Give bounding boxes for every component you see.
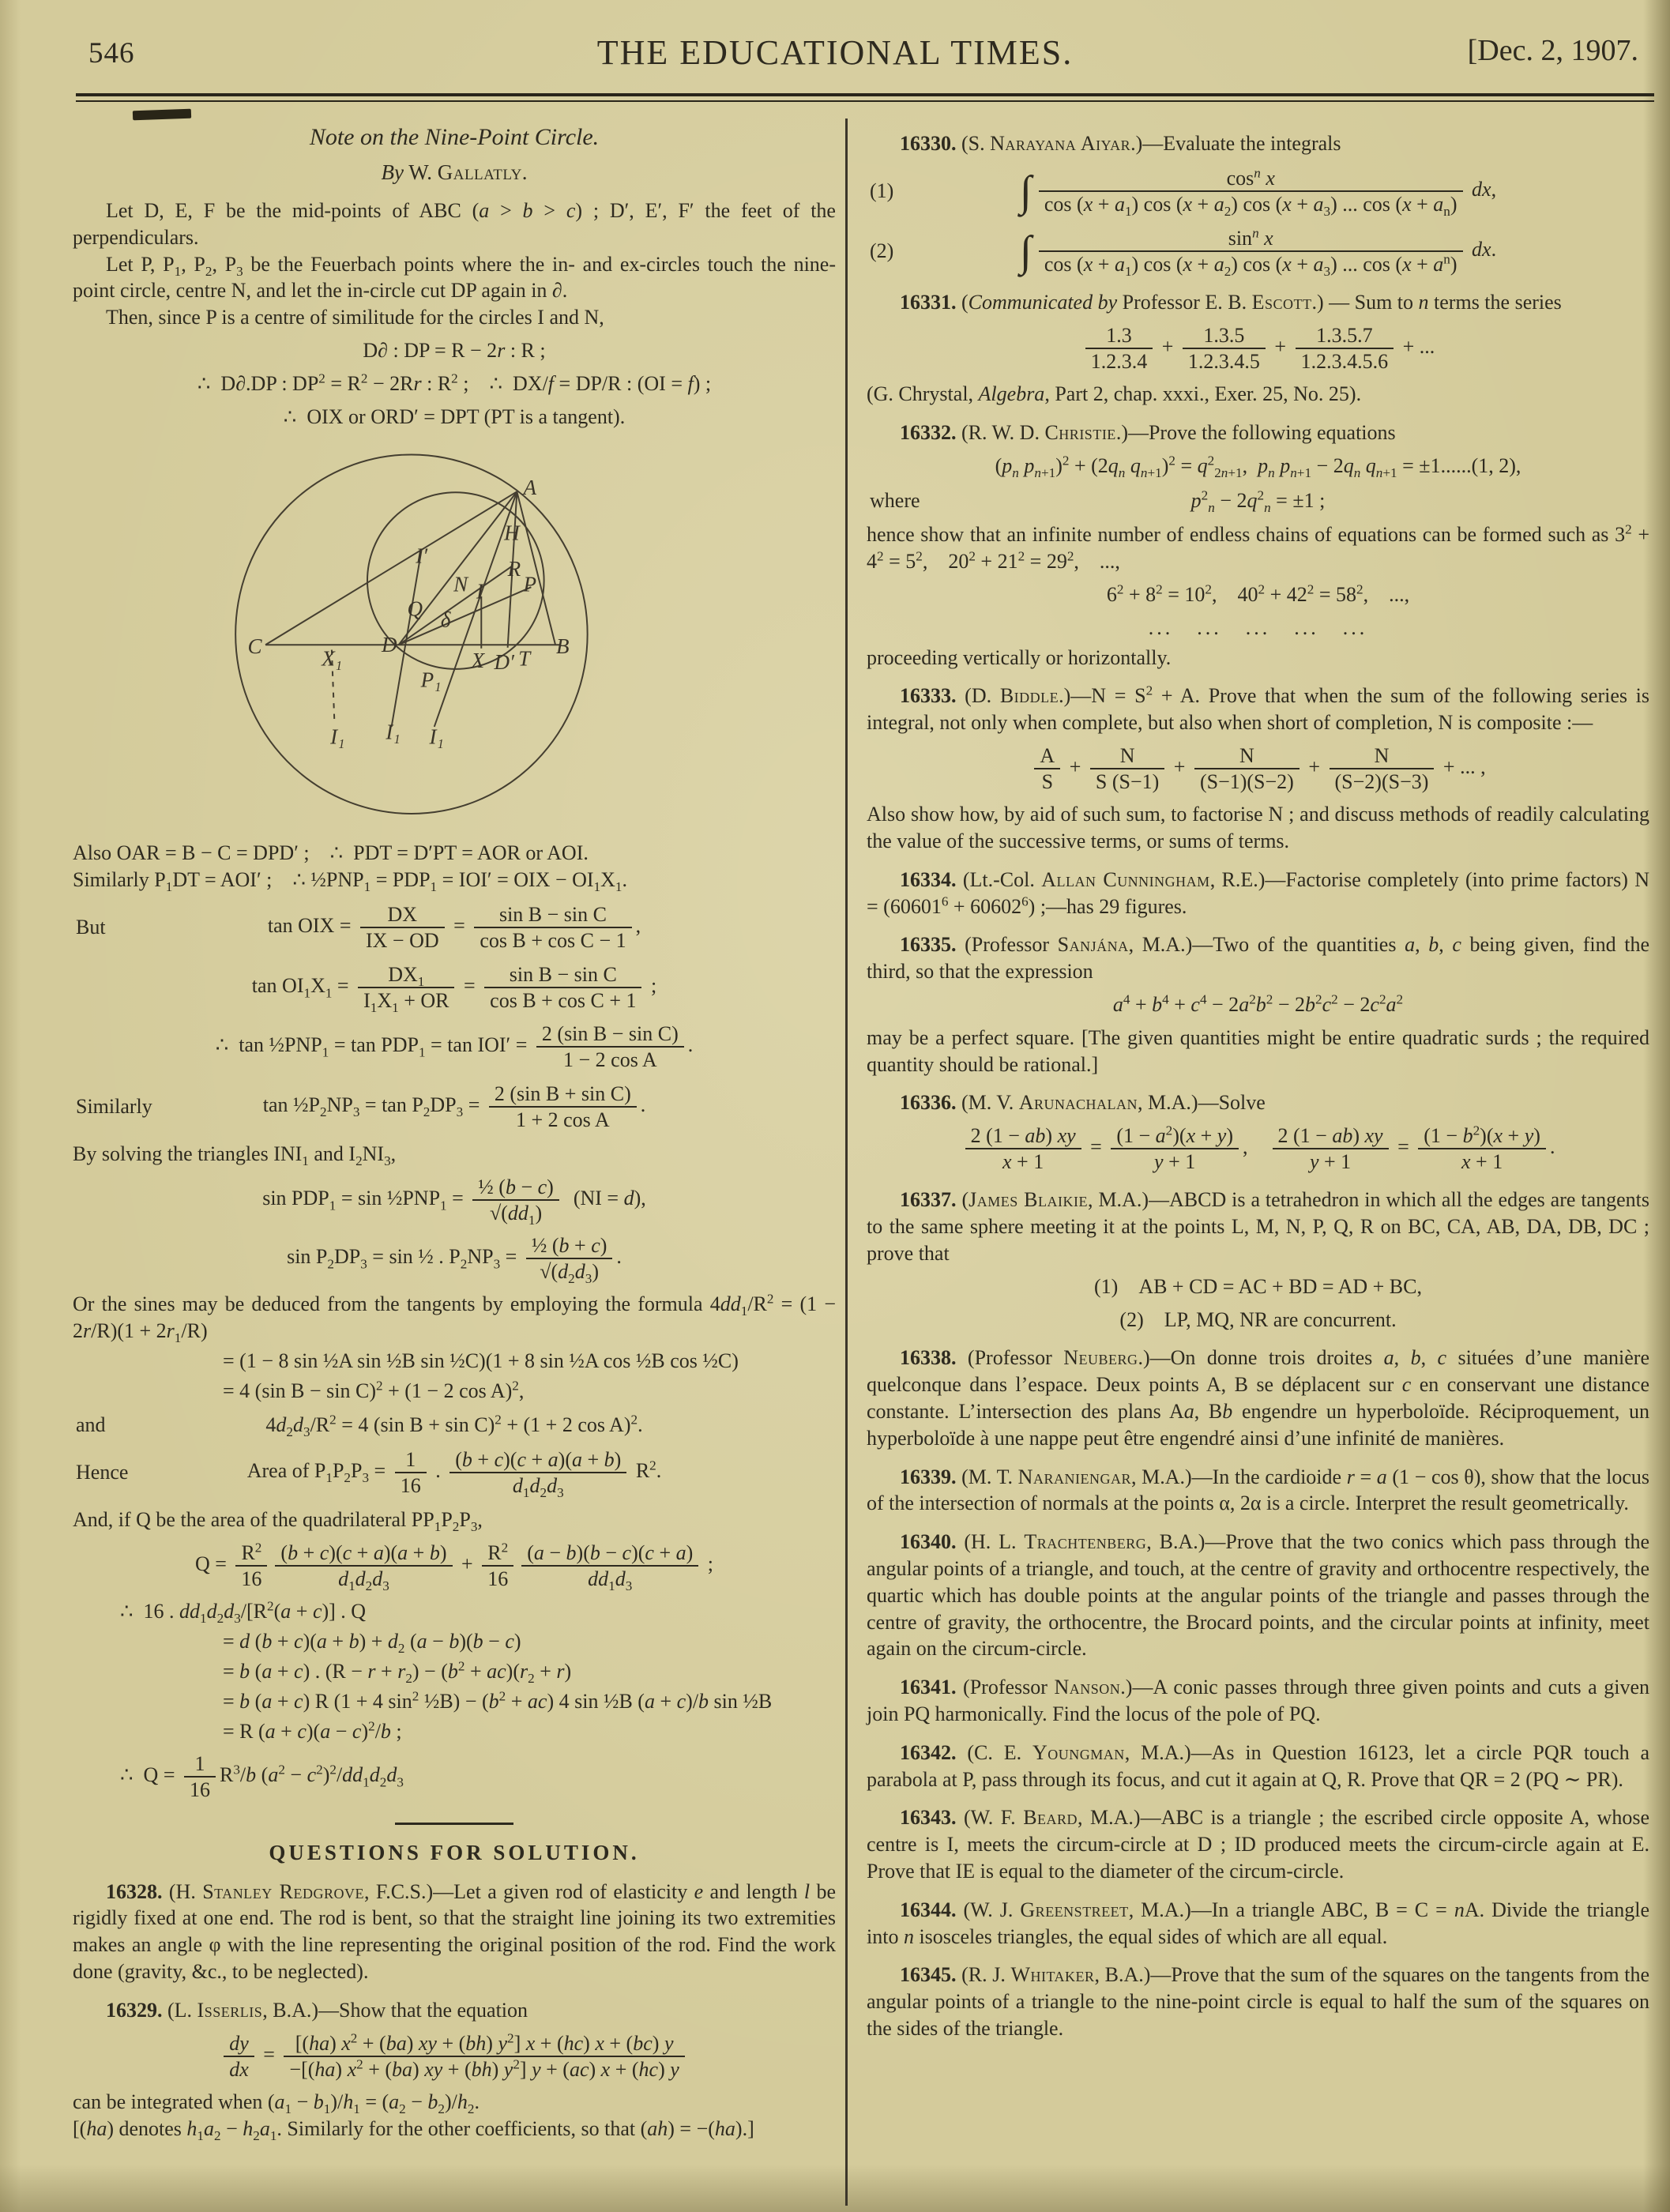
question-16339: 16339. (M. T. Naraniengar, M.A.)—In the cardioide r = a (1 − cos θ), show that the locus of the intersection of normals at the points α, 2α is a circle. Interpret the result geometrically. bbox=[867, 1465, 1649, 1515]
section-divider bbox=[395, 1823, 513, 1825]
equation-label: where bbox=[870, 488, 920, 512]
display-equation: D∂ : DP = R − 2r : R ; bbox=[363, 339, 546, 363]
display-equation: = 4 (sin B − sin C)$^2$ + (1 − 2 cos A)$^2$, bbox=[223, 1377, 525, 1402]
article-paragraph: Also OAR = B − C = DPD′ ; ∴ PDT = D′PT = AOR or AOI. bbox=[73, 841, 589, 865]
question-16334: 16334. (Lt.-Col. Allan Cunningham, R.E.)—Factorise completely (into prime factors) $N = (60601^6 + 60602^6)$ ;—has 29 figures. bbox=[867, 867, 1649, 918]
question-16341: 16341. (Professor Nanson.)—A conic passes through three given points and cuts a given join PQ harmonically. Find the locus of the pole of PQ. bbox=[867, 1676, 1649, 1725]
display-equation: $\frac{A}{S}$ + $\frac{N}{S (S-1)}$ + $\frac{N}{(S-1)(S-2)}$ + $\frac{N}{(S-2)(S-3)}$ + ... , bbox=[867, 743, 1649, 795]
display-equation: ... ... ... ... ... bbox=[1148, 615, 1368, 639]
display-equation: (1) AB + CD = AC + BD = AD + BC, bbox=[1094, 1274, 1422, 1298]
display-equation: Hence Area of $P_1P_2P_3$ = $\frac{1}{16}$ . $\frac{(b + c)(c + a)(a + b)}{d_1d_2d_3}$ $R^2$. bbox=[76, 1448, 662, 1501]
display-equation: = d $(b + c)(a + b) + d_2$ (a − b)(b − c) bbox=[223, 1630, 521, 1657]
figure-lines bbox=[235, 455, 587, 814]
article-paragraph: Or the sines may be deduced from the tangents by employing the formula $4dd_1/R^2 = (1 - 2r/R)(1 + 2r_1/R)$ bbox=[73, 1291, 837, 1346]
question-16343: 16343. (W. F. Beard, M.A.)—ABC is a triangle ; the escribed circle opposite A, whose centre is I, meets the circum-circle at D ; ID produced meets the circum-circle again at E. Prove that IE is equal to the diameter of the circum-circle. bbox=[867, 1806, 1649, 1883]
question-16336: 16336. (M. V. Arunachalan, M.A.)—Solve bbox=[900, 1091, 1266, 1115]
display-equation: = (1 − 8 sin ½A sin ½B sin ½C)(1 + 8 sin ½A cos ½B cos ½C) bbox=[223, 1349, 739, 1372]
display-equation: $a^4 + b^4 + c^4 - 2a^2b^2 - 2b^2c^2 - 2c^2a^2$ bbox=[1112, 991, 1404, 1017]
article-paragraph: Also show how, by aid of such sum, to factorise N ; and discuss methods of readily calculating the value of the successive terms, or sums of terms. bbox=[867, 803, 1649, 853]
article-paragraph: proceeding vertically or horizontally. bbox=[867, 645, 1172, 669]
display-equation: Q = $\frac{R^2}{16}$ $\frac{(b + c)(c + a)(a + b)}{d_1d_2d_3}$ + $\frac{R^2}{16}$ $\frac{(a - b)(b - c)(c + a)}{dd_1d_3}$ ; bbox=[194, 1540, 714, 1594]
header-rule bbox=[76, 93, 1654, 102]
figure-label: X bbox=[471, 649, 485, 673]
display-equation: ∴ 16 . $dd_1d_2d_3/[R^2(a + c)]$ . Q bbox=[120, 1598, 367, 1627]
display-equation: $\frac{1.3}{1.2.3.4}$ + $\frac{1.3.5}{1.2.3.4.5}$ + $\frac{1.3.5.7}{1.2.3.4.5.6}$ + ... bbox=[867, 322, 1649, 374]
article-paragraph: [(ha) denotes $h_1a_2 - h_2a_1$. Similarly for the other coefficients, so that (ah) = −(ha).] bbox=[73, 2116, 754, 2143]
figure-label: C bbox=[247, 634, 262, 659]
page-number: 546 bbox=[88, 37, 135, 70]
question-16328: 16328. (H. Stanley Redgrove, F.C.S.)—Let a given rod of elasticity e and length l be rigidly fixed at one end. The rod is bent, so that the straight line joining its two extremities makes an angle φ with the line representing the original position of the rod. Find the work done (gravity, &c., to be neglected). bbox=[73, 1879, 837, 1984]
article-paragraph: may be a perfect square. [The given quantities might be entire quadratic surds ; the required quantity should be rational.] bbox=[867, 1025, 1649, 1076]
equation-label: and bbox=[76, 1413, 106, 1437]
nine-point-circle-figure bbox=[73, 436, 836, 835]
figure-label: D bbox=[382, 633, 397, 657]
display-equation: where $p^2_n - 2q^2_n = \pm 1$ ; bbox=[870, 487, 1326, 515]
figure-canvas bbox=[197, 436, 711, 835]
display-equation: ∴ Q = $\frac{1}{16}$ $R^3/b$ $(a^2 - c^2)^2/dd_1d_2d_3$ bbox=[120, 1752, 404, 1802]
question-16345: 16345. (R. J. Whitaker, B.A.)—Prove that the sum of the squares on the tangents from the angular points of a triangle to the nine-point circle is equal to half the sum of the squares on the sides of the triangle. bbox=[867, 1963, 1649, 2040]
figure-label: P bbox=[523, 573, 537, 597]
figure-label: I bbox=[476, 580, 483, 604]
article-paragraph: And, if Q be the area of the quadrilateral $PP_1P_2P_3$, bbox=[73, 1508, 483, 1535]
equation-label: Hence bbox=[76, 1461, 129, 1484]
figure-label: R bbox=[507, 557, 521, 581]
columns bbox=[73, 118, 1649, 2206]
article-paragraph: Then, since P is a centre of similitude for the circles I and N, bbox=[106, 306, 604, 329]
question-16342: 16342. (C. E. Youngman, M.A.)—As in Question 16123, let a circle PQR touch a parabola at P, pass through its focus, and cut it again at Q, R. Prove that QR = 2 (PQ ∼ PR). bbox=[867, 1740, 1649, 1791]
questions-heading: QUESTIONS FOR SOLUTION. bbox=[269, 1840, 640, 1864]
article-paragraph: By solving the triangles $INI_1$ and $I_2NI_3$, bbox=[73, 1142, 397, 1169]
equation-label: (1) bbox=[870, 179, 894, 203]
article-paragraph: can be integrated when $(a_1 - b_1)/h_1 = (a_2 - b_2)/h_2$. bbox=[73, 2090, 480, 2117]
display-equation: = R $(a + c)(a - c)^2/b$ ; bbox=[223, 1717, 402, 1743]
article-title: Note on the Nine-Point Circle. bbox=[309, 124, 600, 150]
display-equation: ∴ D∂.DP : $DP^2 = R^2 - 2Rr$ : $R^2$ ; ∴ DX/f = DP/R : (OI = f) ; bbox=[197, 371, 712, 395]
article-byline: By W. Gallatly. bbox=[381, 160, 528, 184]
display-equation: $\frac{dy}{dx}$ = $\frac{[(ha) x^2 + (ba) xy + (bh) y^2] x + (hc) x + (bc) y}{-[(ha) x^2 + (ba) xy + (bh) y^2] y + (ac) x + (hc) y}$ bbox=[73, 2030, 836, 2082]
figure-label: δ bbox=[440, 608, 451, 633]
display-equation: (2) ∫ $\frac{\sin^n x}{\cos (x + a_1) \cos (x + a_2) \cos (x + a_3) ... \cos (x + a^n)}$ dx. bbox=[870, 225, 1497, 280]
equation-label: Similarly bbox=[76, 1094, 152, 1118]
figure-label: T bbox=[518, 646, 531, 671]
display-equation: Similarly $\tan \frac{1}{2}P_2NP_3 = \tan P_2DP_3$ = $\frac{\text{2 (sin B + sin C)}}{\text{1 + 2 cos A}}$ . bbox=[76, 1082, 646, 1131]
figure-label: I₁ bbox=[386, 720, 401, 744]
figure-label: I₁ bbox=[429, 725, 444, 750]
question-16333: 16333. (D. Biddle.)—N = $S^2 + A$. Prove that when the sum of the following series is integral, not only when complete, but also when short of completion, N is composite :— bbox=[867, 683, 1650, 735]
figure-label: I₁ bbox=[330, 725, 345, 750]
display-equation: $\sin PDP_1 = \sin$ $\frac{1}{2}PNP_1$ = $\frac{\text{½ (b − c)}}{√(dd_1)}$ (NI = d), bbox=[262, 1175, 646, 1228]
left-column bbox=[73, 118, 845, 2206]
article-paragraph: Let D, E, F be the mid-points of ABC (a > b > c) ; D′, E′, F′ the feet of the perpendiculars. bbox=[73, 199, 836, 249]
figure-label: A bbox=[523, 476, 537, 500]
article-paragraph: hence show that an infinite number of endless chains of equations can be formed such as $3^2 + 4^2 = 5^2$, $20^2 + 21^2 = 29^2$, ..., bbox=[867, 521, 1649, 574]
question-16332: 16332. (R. W. D. Christie.)—Prove the following equations bbox=[900, 421, 1396, 445]
article-paragraph: (G. Chrystal, Algebra, Part 2, chap. xxxi., Exer. 25, No. 25). bbox=[867, 382, 1362, 406]
question-16335: 16335. (Professor Sanjána, M.A.)—Two of the quantities a, b, c being given, find the third, so that the expression bbox=[867, 933, 1650, 984]
question-16337: 16337. (James Blaikie, M.A.)—ABCD is a tetrahedron in which all the edges are tangents to the same sphere meeting it at the points L, M, N, P, Q, R on BC, CA, AB, DA, DB, DC ; prove that bbox=[867, 1188, 1649, 1266]
question-16340: 16340. (H. L. Trachtenberg, B.A.)—Prove that the two conics which pass through the angular points of a triangle, and touch, at the centre of gravity and orthocentre respectively, the quartic which has double points at the angular points of the triangle and passes through the centre of gravity, the orthocentre, the Brocard points, and the circular points at infinity, meet again on the circum-circle. bbox=[867, 1530, 1649, 1661]
question-16329: 16329. (L. Isserlis, B.A.)—Show that the equation bbox=[106, 1998, 528, 2022]
journal-title: THE EDUCATIONAL TIMES. bbox=[596, 33, 1074, 72]
question-16331: 16331. (Communicated by Professor E. B. Escott.) — Sum to n terms the series bbox=[900, 291, 1562, 314]
figure-label: X₁ bbox=[322, 646, 343, 671]
article-paragraph: Let P, $P_1$, $P_2$, $P_3$ be the Feuerbach points where the in- and ex-circles touch the nine-point circle, centre N, and let the in-circle cut DP again in ∂. bbox=[73, 252, 836, 303]
display-equation: ($p_n$ $p_{n+1})^2 + (2q_n$ $q_{n+1})^2 = q^2_{2n+1}$, $p_n$ $p_{n+1} - 2q_n$ $q_{n+1} = \pm 1......(1$, 2), bbox=[995, 453, 1521, 481]
right-column bbox=[848, 118, 1649, 2206]
figure-label: P₁ bbox=[420, 668, 442, 692]
display-equation: (1) ∫ $\frac{\cos^n x}{\cos (x + a_1) \cos (x + a_2) \cos (x + a_3) ... \cos (x + a_n)}$ dx, bbox=[870, 165, 1497, 220]
display-equation: = b (a + c) R (1 + 4 $\sin^2$ ½B) − $(b^2 + ac)$ 4 sin ½B (a + c)/b sin ½B bbox=[223, 1688, 773, 1713]
question-16338: 16338. (Professor Neuberg.)—On donne trois droites a, b, c situées d’une manière quelconque dans l’espace. Deux points A, B se déplacent sur c en conservant une distance constante. L’intersection des plans Aa, Bb engendre un hyperboloïde. Réciproquement, un hyperboloïde à une nappe peut être engendré ainsi d’une infinité de manières. bbox=[867, 1346, 1649, 1450]
display-equation: ∴ $\tan \frac{1}{2}PNP_1 = \tan PDP_1 = \tan IOI'$ = $\frac{\text{2 (sin B − sin C)}}{\text{1 − 2 cos A}}$ . bbox=[215, 1021, 694, 1071]
equation-label: But bbox=[76, 916, 106, 939]
question-16344: 16344. (W. J. Greenstreet, M.A.)—In a triangle ABC, B = C = nA. Divide the triangle into n isosceles triangles, the equal sides of which are all equal. bbox=[867, 1898, 1649, 1948]
display-equation: ∴ OIX or ORD′ = DPT (PT is a tangent). bbox=[283, 404, 626, 428]
issue-date: [Dec. 2, 1907. bbox=[1467, 34, 1638, 67]
figure-label: I′ bbox=[416, 544, 428, 568]
article-paragraph: Similarly $P_1DT = AOI'$ ; ∴ $\frac{1}{2}PNP_1 = PDP_1 = IOI'$ = OIX − $OI_1X_1$. bbox=[73, 868, 627, 895]
figure-label: D′ bbox=[494, 650, 514, 675]
display-equation: $6^2 + 8^2 = 10^2$, $40^2 + 42^2 = 58^2$, ..., bbox=[1106, 581, 1410, 607]
display-equation: and $4d_2d_3/R^2 = 4$ (sin B + sin C)$^2$ + (1 + 2 cos A)$^2$. bbox=[76, 1412, 643, 1440]
figure-label: Q bbox=[407, 596, 423, 621]
display-equation: But tan OIX = $\frac{DX}{IX - OD}$ = $\frac{\text{sin B − sin C}}{\text{cos B + cos C − 1}}$ , bbox=[76, 903, 641, 953]
display-equation: $\sin P_2DP_3 = \sin$ ½ . $P_2NP_3$ = $\frac{\text{½ (b + c)}}{√(d_2d_3)}$ . bbox=[287, 1233, 622, 1287]
display-equation: (2) LP, MQ, NR are concurrent. bbox=[1119, 1307, 1397, 1331]
equation-label: (2) bbox=[870, 239, 894, 263]
figure-label: N bbox=[453, 573, 468, 597]
figure-label: H bbox=[504, 521, 520, 546]
display-equation: $\tan OI_1X_1$ = $\frac{DX_1}{I_1X_1 + OR}$ = $\frac{\text{sin B − sin C}}{\text{cos B + cos C + 1}}$ ; bbox=[251, 963, 657, 1016]
figure-labels bbox=[247, 476, 569, 749]
display-equation: $\frac{2 (1 - ab) xy}{x + 1}$ = $\frac{(1 - a^2)(x + y)}{y + 1}$ , $\frac{2 (1 - ab) xy}{y + 1}$ = $\frac{(1 - b^2)(x + y)}{x + 1}$ . bbox=[867, 1123, 1649, 1175]
display-equation: = b (a + c) . $(R - r + r_2) - (b^2 + ac)(r_2 + r)$ bbox=[223, 1658, 572, 1687]
question-16330: 16330. (S. Narayana Aiyar.)—Evaluate the integrals bbox=[900, 132, 1341, 155]
figure-label: B bbox=[555, 634, 570, 659]
